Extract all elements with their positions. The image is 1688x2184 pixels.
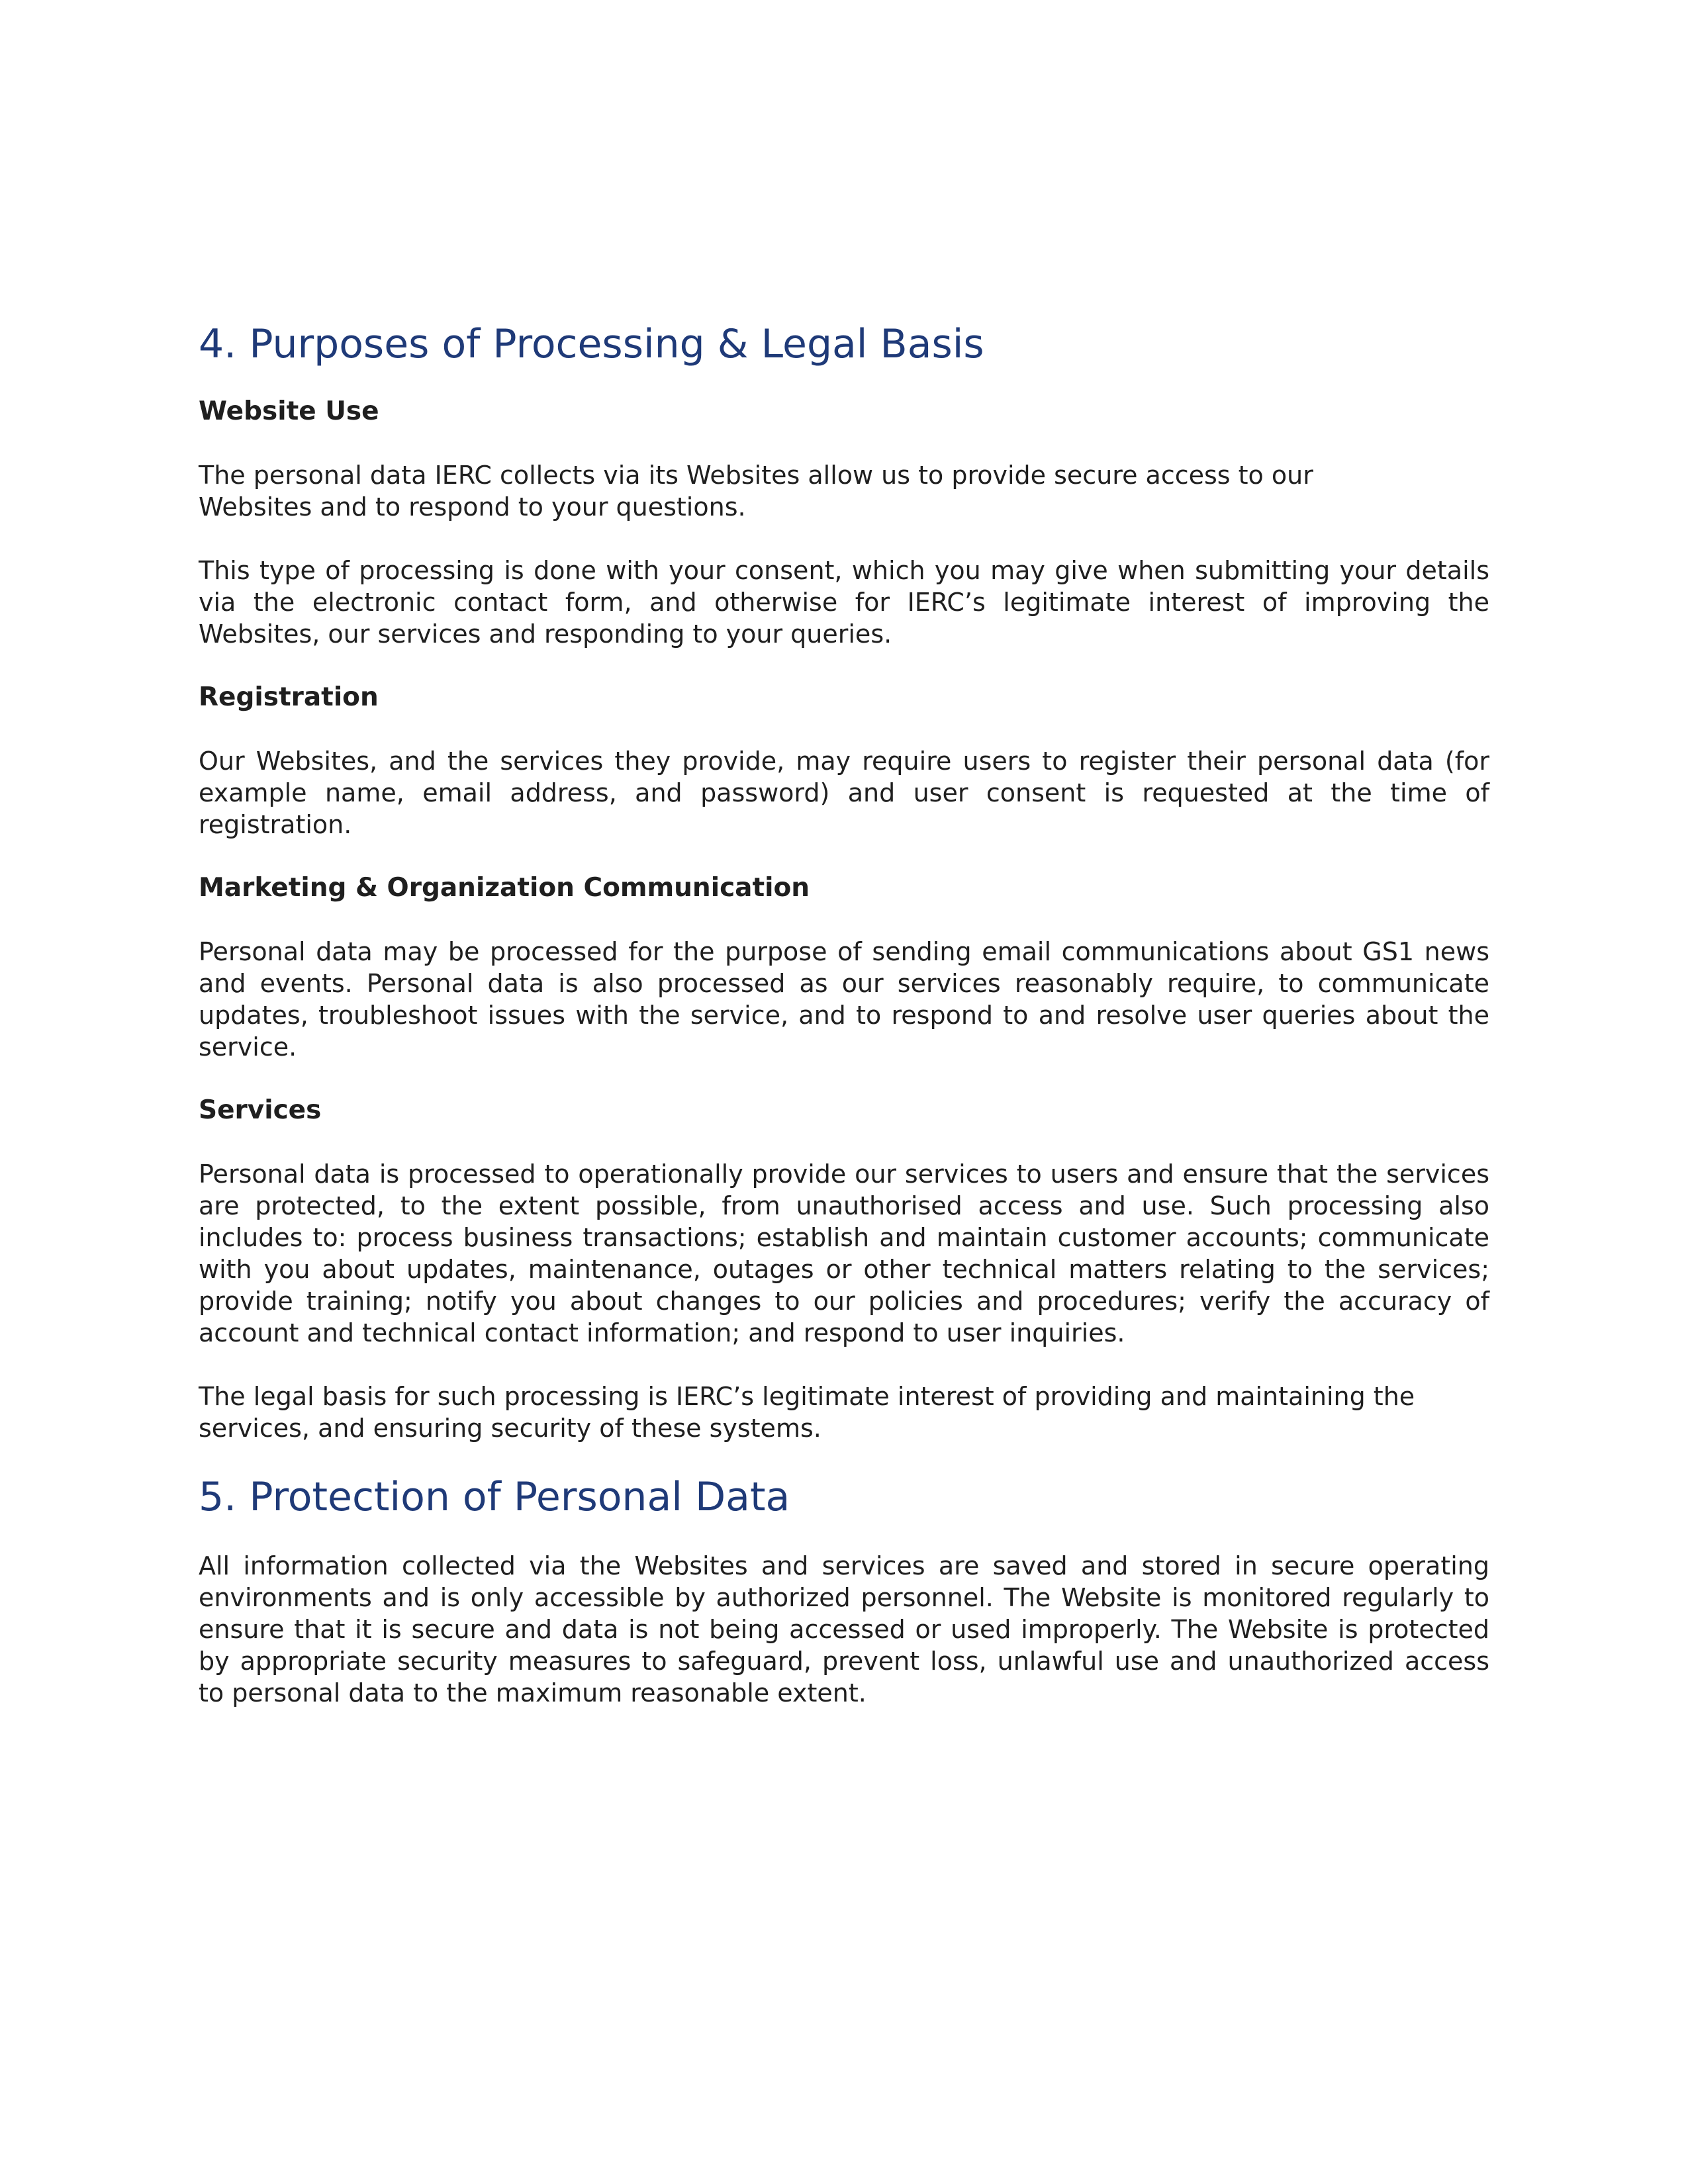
protection-paragraph: All information collected via the Websites and services are saved and stored in secure operating environments and is only accessible by authorized personnel. The Website is monitored regularly to ensure that it is secure and data is not being accessed or used improperly. The Website is protected by appropriate security measures to safeguard, prevent loss, unlawful use and unauthorized access to personal data to the maximum reasonable extent. [199, 1551, 1489, 1707]
website-use-paragraph-2: This type of processing is done with your consent, which you may give when submitting your details via the electronic contact form, and otherwise for IERC’s legitimate interest of improving the Websites, our services and responding to your queries. [199, 556, 1489, 649]
marketing-paragraph: Personal data may be processed for the purpose of sending email communications about GS1 news and events. Personal data is also processed as our services reasonably require, to communicate updates, troubleshoot issues with the service, and to respond to and resolve user queries about the service. [199, 937, 1489, 1062]
marketing-heading: Marketing & Organization Communication [199, 873, 810, 903]
section-5-title: 5. Protection of Personal Data [199, 1474, 790, 1520]
services-heading: Services [199, 1095, 322, 1125]
section-4-title: 4. Purposes of Processing & Legal Basis [199, 321, 984, 367]
services-paragraph-1: Personal data is processed to operationally provide our services to users and ensure that the services are protected, to the extent possible, from unauthorised access and use. Such processing also includes to: process business transactions; establish and maintain customer accounts; communicate with you about updates, maintenance, outages or other technical matters relating to the services; provide training; notify you about changes to our policies and procedures; verify the accuracy of account and technical contact information; and respond to user inquiries. [199, 1160, 1489, 1347]
document-page [199, 318, 1489, 1709]
services-paragraph-2: The legal basis for such processing is IERC’s legitimate interest of providing and maintaining the services, and ensuring security of these systems. [199, 1382, 1415, 1443]
website-use-paragraph-1: The personal data IERC collects via its Websites allow us to provide secure access to our Websites and to respond to your questions. [199, 461, 1313, 522]
registration-paragraph: Our Websites, and the services they provide, may require users to register their personal data (for example name, email address, and password) and user consent is requested at the time of registration. [199, 747, 1489, 839]
registration-heading: Registration [199, 682, 379, 712]
website-use-heading: Website Use [199, 396, 379, 426]
